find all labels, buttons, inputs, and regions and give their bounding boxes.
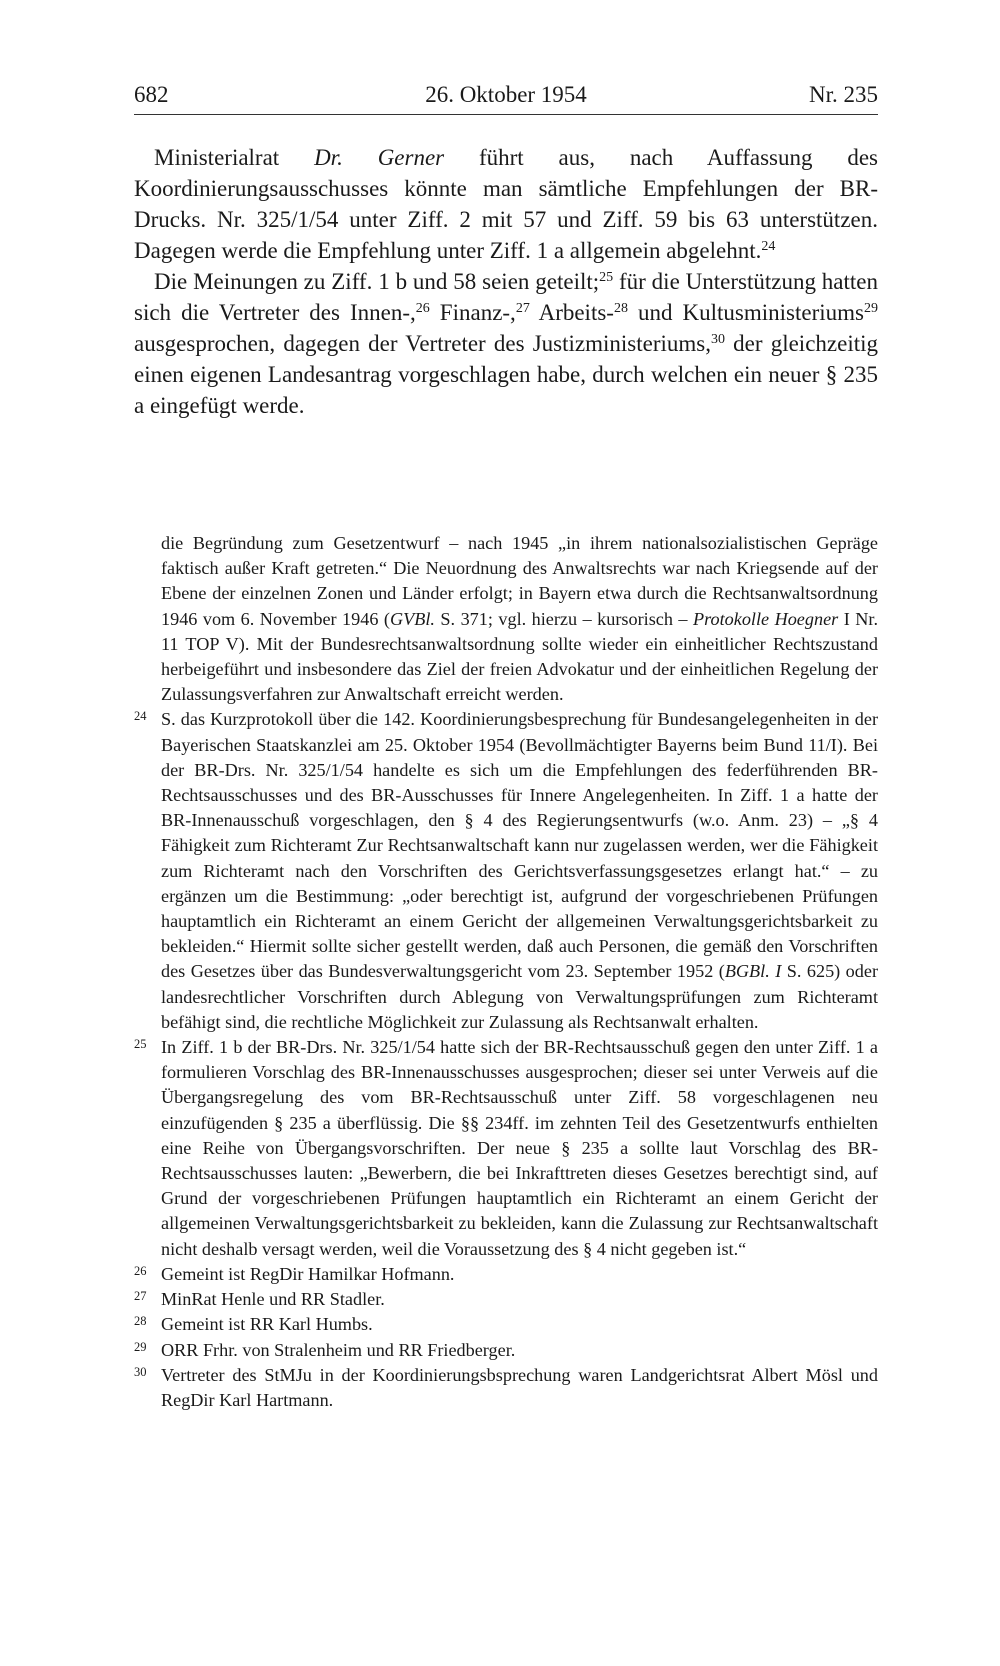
cont-italic-gvbl: GVBl. <box>389 608 435 629</box>
fn24-italic-bgbl: BGBl. I <box>724 961 782 982</box>
header-issue-number: Nr. 235 <box>809 82 878 107</box>
cont-text-a: die Begründung zum Gesetzentwurf – nach 1945 „in ihrem nationalsozialistischen Gepräge faktisch außer Kraft getreten.“ Die Neuordnung des Anwaltsrechts war nach Kriegsende auf der Ebene der einzelnen Zonen und Länder erfolgt; in Bayern etwa durch die Rechtsanwaltsordnung 1946 vom 6. November 1946 ( <box>161 533 878 629</box>
footnote-25 <box>134 1035 878 1262</box>
footnote-ref-27[interactable]: 27 <box>515 301 530 316</box>
footnote-ref-29[interactable]: 29 <box>863 301 878 316</box>
p2-text-f: ausgesprochen, dagegen der Vertreter des Justizministeriums, <box>134 331 711 356</box>
running-header <box>134 80 878 115</box>
p2-text-e: und Kultusministeriums <box>627 300 864 325</box>
paragraph-2 <box>134 266 878 421</box>
footnote-ref-30[interactable]: 30 <box>710 332 725 347</box>
footnote-24 <box>134 707 878 1035</box>
page-number: 682 <box>134 82 169 107</box>
footnote-text: Gemeint ist RegDir Hamilkar Hofmann. <box>161 1263 455 1284</box>
paragraph-1 <box>134 142 878 266</box>
p2-text-c: Finanz-, <box>429 300 516 325</box>
footnote-text: MinRat Henle und RR Stadler. <box>161 1289 385 1310</box>
footnote-30 <box>134 1363 878 1413</box>
footnote-text: Vertreter des StMJu in der Koordinierungsbsprechung waren Landgerichtsrat Albert Mösl und RegDir Karl Hartmann. <box>161 1364 878 1410</box>
footnote-number: 29 <box>134 1339 147 1354</box>
fn24-text-c: S. 625) oder landesrechtlicher Vorschriften durch Ablegung von Verwaltungsprüfungen zum Richteramt befähigt sind, die rechtliche Möglichkeit zur Zulassung als Rechtsanwalt erhalten. <box>161 961 878 1032</box>
footnotes <box>134 531 878 1413</box>
footnote-ref-28[interactable]: 28 <box>613 301 628 316</box>
footnote-28 <box>134 1312 878 1337</box>
footnote-text: Gemeint ist RR Karl Humbs. <box>161 1314 373 1335</box>
footnote-number: 30 <box>134 1364 147 1379</box>
p2-text-d: Arbeits- <box>529 300 614 325</box>
footnote-number: 25 <box>134 1037 147 1052</box>
p2-text-b: für die Unterstützung hatten sich die Vertreter des Innen-, <box>134 269 878 325</box>
footnote-ref-24[interactable]: 24 <box>761 239 776 254</box>
footnote-ref-25[interactable]: 25 <box>599 270 614 285</box>
p2-text-a: Die Meinungen zu Ziff. 1 b und 58 seien geteilt; <box>154 269 600 294</box>
header-date: 26. Oktober 1954 <box>425 82 587 107</box>
footnote-text: ORR Frhr. von Stralenheim und RR Friedberger. <box>161 1339 516 1360</box>
cont-text-c: S. 371; vgl. hierzu – kursorisch – <box>434 608 693 629</box>
footnote-number: 26 <box>134 1263 147 1278</box>
cont-italic-protokolle: Protokolle Hoegner <box>693 608 839 629</box>
footnote-ref-26[interactable]: 26 <box>415 301 430 316</box>
cont-text-e: I Nr. 11 TOP V). Mit der Bundesrechtsanwaltsordnung sollte wieder ein einheitlicher Rechtszustand herbeigeführt und insbesondere das Ziel der freien Advokatur und der einheitlichen Regelung der Zulassungsverfahren zur Anwaltschaft erreicht werden. <box>161 608 878 705</box>
footnote-26 <box>134 1262 878 1287</box>
footnote-27 <box>134 1287 878 1312</box>
footnote-29 <box>134 1338 878 1363</box>
p1-name-italic: Dr. Gerner <box>314 145 445 170</box>
footnote-number: 28 <box>134 1314 147 1329</box>
fn24-text-a: S. das Kurzprotokoll über die 142. Koordinierungsbesprechung für Bundesangelegenheiten in der Bayerischen Staatskanzlei am 25. Oktober 1954 (Bevollmächtigter Bayerns beim Bund 11/I). Bei der BR-Drs. Nr. 325/1/54 handelte es sich um die Empfehlungen des federführenden BR-Rechtsausschusses und des BR-Ausschusses für Innere Angelegenheiten. In Ziff. 1 a hatte der BR-Innenausschuß vorgeschlagen, den § 4 des Regierungsentwurfs (w.o. Anm. 23) – „§ 4 Fähigkeit zum Richteramt Zur Rechtsanwaltschaft kann nur zugelassen werden, wer die Fähigkeit zum Richteramt nach den Vorschriften des Gerichtsverfassungsgesetzes erlangt hat.“ – zu ergänzen um die Bestimmung: „oder berechtigt ist, aufgrund der vorgeschriebenen Prüfungen hauptamtlich ein Richteramt an einem Gericht der allgemeinen Verwaltungsgerichtsbarkeit zu bekleiden.“ Hiermit sollte sicher gestellt werden, daß auch Personen, die gemäß den Vorschriften des Gesetzes über das Bundesverwaltungsgericht vom 23. September 1952 ( <box>161 709 878 982</box>
footnote-text: In Ziff. 1 b der BR-Drs. Nr. 325/1/54 hatte sich der BR-Rechtsausschuß gegen den unter Ziff. 1 a formulieren Vorschlag des BR-Innenausschusses ausgesprochen; dieser sei unter Verweis auf die Übergangsregelung des vom BR-Rechtsausschuß unter Ziff. 58 vorgeschlagenen neu einzufügenden § 235 a überflüssig. Die §§ 234ff. im zehnten Teil des Gesetzentwurfs enthielten eine Reihe von Übergangsvorschriften. Der neue § 235 a sollte laut Vorschlag des BR-Rechtsausschusses lauten: „Bewerbern, die bei Inkrafttreten dieses Gesetzes berechtigt sind, auf Grund der vorgeschriebenen Prüfungen hauptamtlich ein Richteramt an einem Gericht der allgemeinen Verwaltungsgerichtsbarkeit zu bekleiden, kann die Zulassung zur Rechtsanwaltschaft nicht deshalb versagt werden, weil die Voraussetzung des § 4 nicht gegeben ist.“ <box>161 1037 878 1259</box>
footnote-number: 27 <box>134 1289 147 1304</box>
p1-text-c: führt aus, nach Auffassung des Koordinierungsausschusses könnte man sämtliche Empfehlungen der BR-Drucks. Nr. 325/1/54 unter Ziff. 2 mit 57 und Ziff. 59 bis 63 unterstützen. Dagegen werde die Empfehlung unter Ziff. 1 a allgemein abgelehnt. <box>134 145 878 263</box>
main-text <box>134 142 878 421</box>
footnote-number: 24 <box>134 709 147 724</box>
footnote-continuation <box>161 531 878 707</box>
p1-text-a: Ministerialrat <box>154 145 315 170</box>
p2-text-g: der gleichzeitig einen eigenen Landesantrag vorgeschlagen habe, durch welchen ein neuer § 235 a eingefügt werde. <box>134 331 878 418</box>
